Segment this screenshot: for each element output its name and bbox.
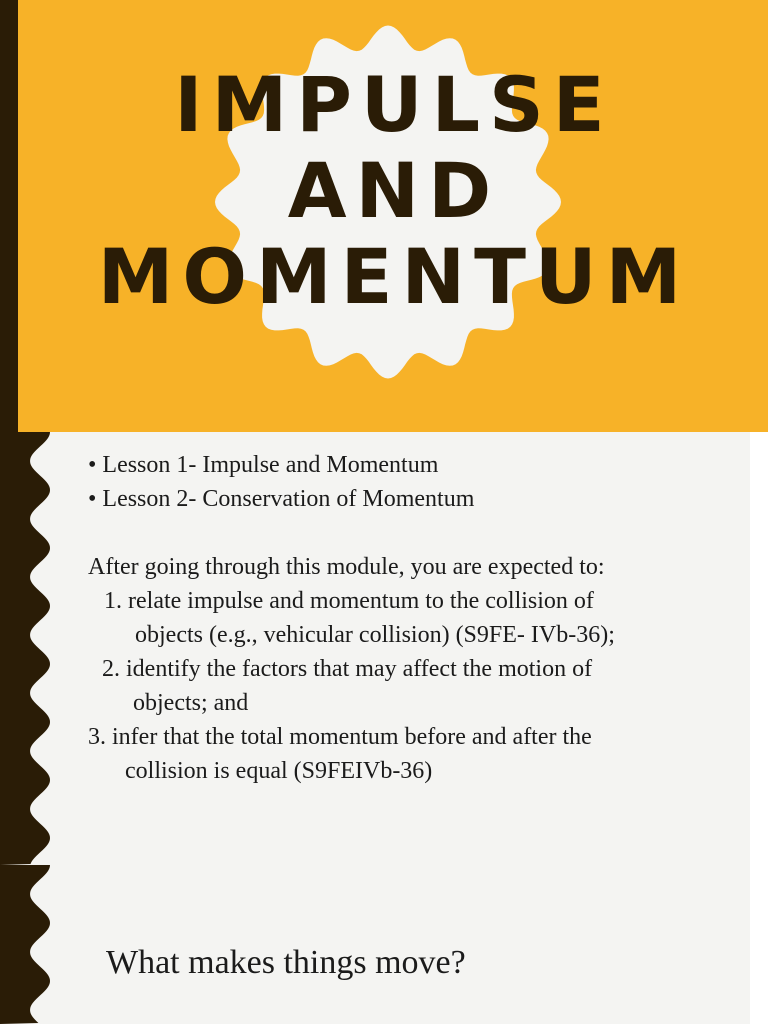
- question-slide: [0, 865, 768, 1024]
- lesson-list: [88, 448, 728, 516]
- objective-3-line-2: collision is equal (S9FEIVb-36): [125, 758, 433, 784]
- lesson-item-2-text: Lesson 2- Conservation of Momentum: [102, 486, 475, 512]
- title-line-3: MOMENTUM: [97, 232, 691, 321]
- wavy-left-border: [0, 432, 60, 865]
- wavy-left-border: [0, 865, 60, 1024]
- lessons-slide: [0, 432, 768, 865]
- title-line-1: IMPULSE: [174, 60, 614, 149]
- lesson-item-1-text: Lesson 1- Impulse and Momentum: [102, 452, 439, 478]
- right-edge: [750, 432, 768, 865]
- objective-2-line-1: 2. identify the factors that may affect the motion of: [96, 656, 593, 682]
- objective-1-line-2: objects (e.g., vehicular collision) (S9FE- IVb-36);: [135, 622, 615, 648]
- objectives-intro: After going through this module, you are expected to:: [88, 554, 605, 580]
- objective-2-line-2: objects; and: [133, 690, 249, 716]
- title-slide: [0, 0, 768, 432]
- question-text: What makes things move?: [106, 944, 466, 981]
- lesson-item-1: • Lesson 1- Impulse and Momentum: [88, 452, 439, 478]
- objective-1: [88, 584, 728, 652]
- title-line-2: AND: [287, 146, 501, 235]
- slide-title: [0, 62, 768, 320]
- spacer: [88, 516, 728, 550]
- lessons-content: [88, 448, 728, 788]
- objective-2: [88, 652, 728, 720]
- right-edge: [750, 865, 768, 1024]
- lesson-item-2: • Lesson 2- Conservation of Momentum: [88, 486, 475, 512]
- objective-3: [88, 720, 728, 788]
- objective-1-line-1: 1. relate impulse and momentum to the collision of: [98, 588, 594, 614]
- objective-3-line-1: 3. infer that the total momentum before and after the: [88, 724, 592, 750]
